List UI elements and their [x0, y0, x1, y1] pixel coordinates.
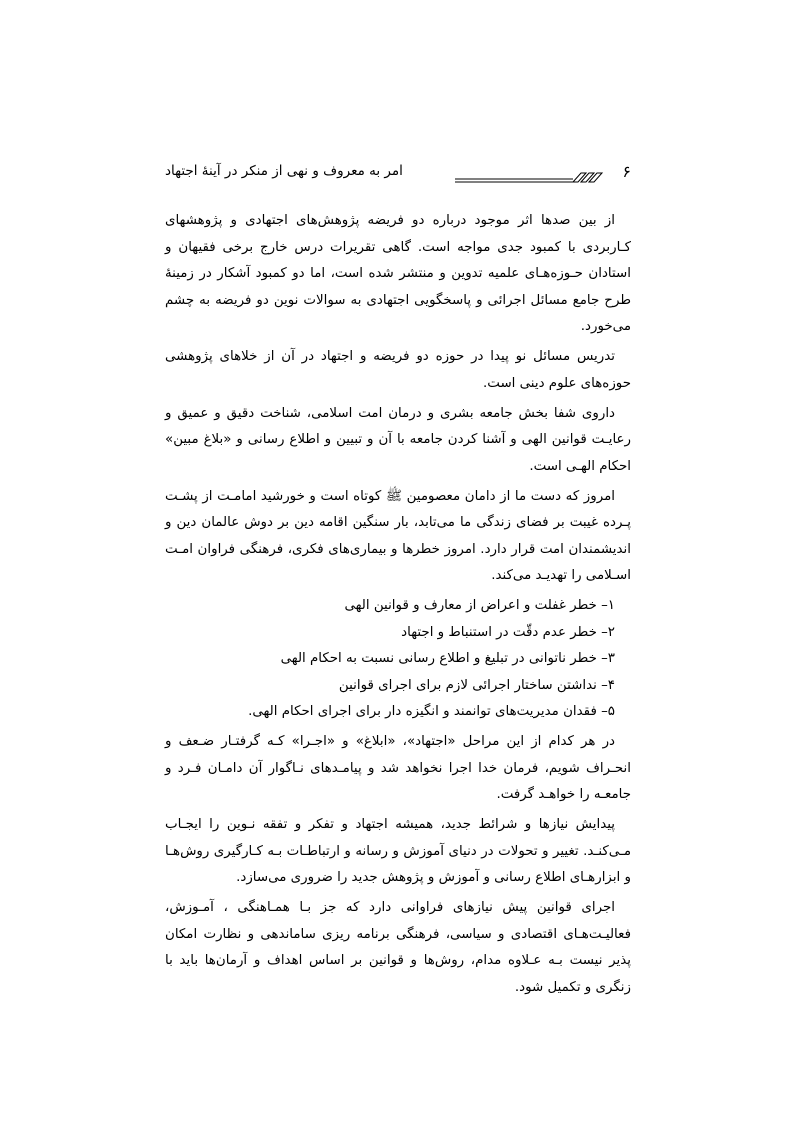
paragraph: داروی شفا بخش جامعه بشری و درمان امت اسلامی، شناخت دقیق و عمیق و رعایـت قوانین الهی و آشنا کردن جامعه با آن و تبیین و اطلاع رسانی و «بلاغ مبین» احکام الهـی است. — [165, 405, 631, 474]
list-item: ۱– خطر غفلت و اعراض از معارف و قوانین الهی — [344, 598, 615, 613]
paragraph: از بین صدها اثر موجود درباره دو فریضه پژوهش‌های اجتهادی و پژوهشهای کـاربردی با کمبود جدی مواجه است. گاهی تقریرات درس خارج برخی فقیهان و استادان حـوزه‌هـای علمیه تدوین و منتشر شده است، اما دو کمبود آشکار در زمینۀ طرح جامع مسائل اجرائی و پاسخگویی اجتهادی به سوالات نوین دو فریضه به چشم می‌خورد. — [165, 213, 631, 334]
paragraph: در هر کدام از این مراحل «اجتهاد»، «ابلاغ» و «اجـرا» کـه گرفتـار ضـعف و انحـراف شویم، فرمان خدا اجرا نخواهد شد و پیامـدهای نـاگوار آن دامـان فـرد و جامعـه را خواهـد گرفت. — [165, 734, 631, 802]
paragraph: اجرای قوانین پیش نیازهای فراوانی دارد که جز بـا همـاهنگی ، آمـوزش، فعالیـت‌هـای اقتصادی و سیاسی، فرهنگی برنامه ریزی ساماندهی و نظارت امکان پذیر نیست بـه عـلاوه مدام، روش‌ها و قوانین بر اساس اهداف و آرمان‌ها باید با زنگری و تکمیل شود. — [165, 900, 631, 995]
page-header — [165, 160, 631, 190]
paragraph: امروز که دست ما از دامان معصومین ﷺ کوتاه است و خورشید امامـت از پشـت پـرده غیبت بر فضای زندگی ما می‌تابد، بار سنگین اقامه دین بر دوش عالمان دین و اندیشمندان امت قرار دارد. امروز خطرها و بیماری‌های فکری، فرهنگی فراوان امـت اسـلامی را تهدیـد می‌کند. — [165, 488, 631, 583]
body-text — [165, 208, 631, 1005]
list-item: ۵– فقدان مدیریت‌های توانمند و انگیزه دار برای اجرای احکام الهی. — [248, 704, 615, 719]
running-title: امر به معروف و نهی از منکر در آینۀ اجتهاد — [165, 163, 403, 179]
page-number: ۶ — [622, 162, 631, 181]
paragraph: پیدایش نیازها و شرائط جدید، همیشه اجتهاد و تفکر و تفقه نـوین را ایجـاب مـی‌کنـد. تغییر و تحولات در دنیای آموزش و رسانه و ارتباطـات بـه کـارگیری روش‌هـا و ابزارهـای اطلاع رسانی و آموزش و پژوهش جدید را ضروری می‌سازد. — [165, 817, 631, 885]
list-item: ۳– خطر ناتوانی در تبلیغ و اطلاع رسانی نسبت به احکام الهی — [280, 651, 615, 666]
header-rule-ornament — [455, 170, 605, 186]
list-item: ۲– خطر عدم دقّت در استنباط و اجتهاد — [401, 624, 615, 640]
list-item: ۴– نداشتن ساختار اجرائی لازم برای اجرای قوانین — [338, 677, 615, 693]
paragraph: تدریس مسائل نو پیدا در حوزه دو فریضه و اجتهاد در آن از خلاهای پژوهشی حوزه‌های علوم دینی است. — [165, 349, 631, 391]
